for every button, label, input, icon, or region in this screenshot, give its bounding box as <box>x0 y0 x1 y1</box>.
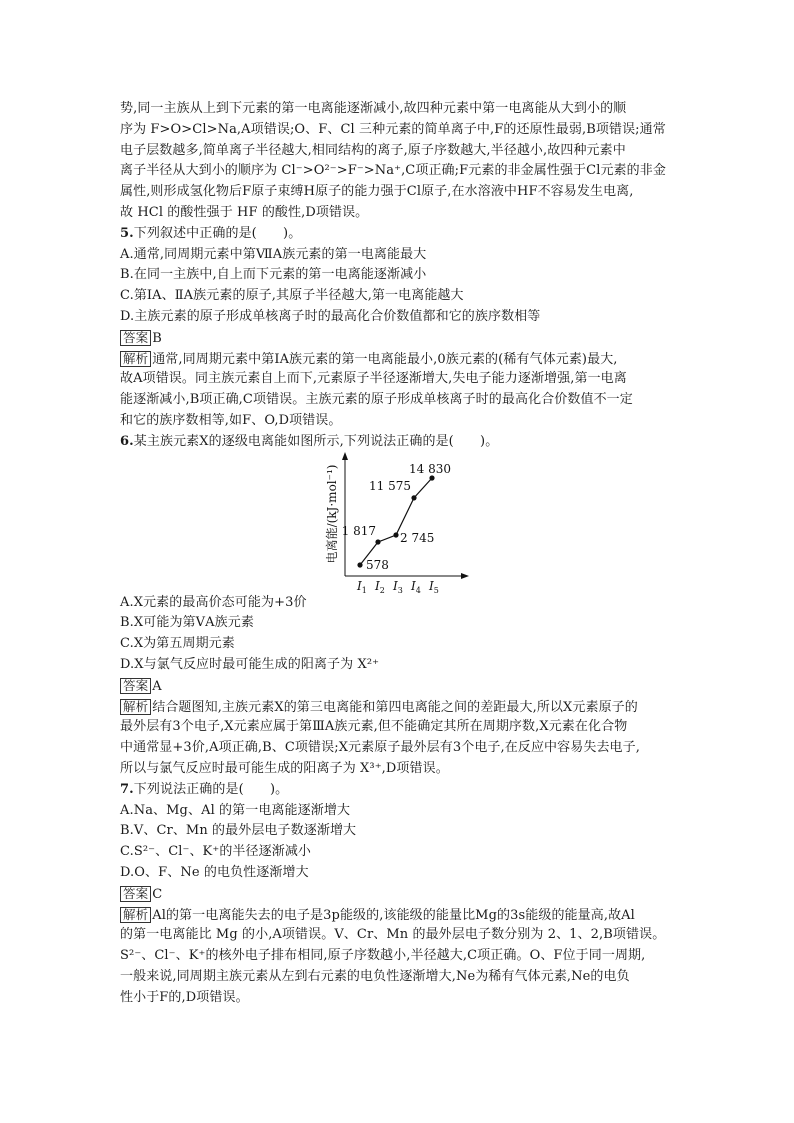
y-axis-label: 电离能/(kJ·mol⁻¹) <box>325 464 339 564</box>
analysis-tag: 解析 <box>120 699 151 715</box>
data-label: 2 745 <box>400 531 435 545</box>
text-line: 性小于F的,D项错误。 <box>120 989 249 1005</box>
text-line: 的第一电离能比 Mg 的小,A项错误。V、Cr、Mn 的最外层电子数分别为 2、1、2,B项错误。 <box>120 927 666 943</box>
answer-line <box>120 886 162 903</box>
data-point <box>393 532 398 537</box>
question-text: 下列叙述中正确的是( )。 <box>133 225 302 241</box>
line-text: A <box>152 678 162 694</box>
line-text: C <box>152 886 163 902</box>
text-line: 电子层数越多,简单离子半径越大,相同结构的离子,原子序数越大,半径越小,故四种元素中 <box>120 142 626 158</box>
data-label: 1 817 <box>341 524 376 538</box>
x-tick-label: $I_4$ <box>411 579 421 595</box>
text-line: S²⁻、Cl⁻、K⁺的核外电子排布相同,原子序数越小,半径越大,C项正确。O、F位于同一周期, <box>120 948 646 964</box>
question-number: 5. <box>120 225 134 241</box>
data-label: 11 575 <box>369 478 411 493</box>
line-text: Al的第一电离能失去的电子是3p能级的,该能级的能量比Mg的3s能级的能量高,故Al <box>152 907 635 923</box>
y-axis-arrow <box>342 452 348 460</box>
data-label: 578 <box>366 558 389 572</box>
text-line: C.S²⁻、Cl⁻、K⁺的半径逐渐减小 <box>120 844 312 860</box>
text-line: D.主族元素的原子形成单核离子时的最高化合价数值都和它的族序数相等 <box>120 309 541 324</box>
text-line: B.X可能为第ⅤA族元素 <box>120 615 254 631</box>
text-line: 故A项错误。同主族元素自上而下,元素原子半径逐渐增大,失电子能力逐渐增强,第一电离 <box>120 371 627 387</box>
question-text: 某主族元素X的逐级电离能如图所示,下列说法正确的是( )。 <box>133 433 499 449</box>
text-line: B.在同一主族中,自上而下元素的第一电离能逐渐减小 <box>120 267 427 283</box>
question-number: 6. <box>120 433 134 449</box>
question-text: 下列说法正确的是( )。 <box>133 781 289 797</box>
text-line: 序为 F>O>Cl>Na,A项错误;O、F、Cl 三种元素的简单离子中,F的还原性最弱,B项错误;通常 <box>120 121 666 137</box>
text-line: A.Na、Mg、Al 的第一电离能逐渐增大 <box>120 802 351 818</box>
text-line: 离子半径从大到小的顺序为 Cl⁻>O²⁻>F⁻>Na⁺,C项正确;F元素的非金属性强于Cl元素的非金 <box>120 163 666 179</box>
line-text: 结合题图知,主族元素X的第三电离能和第四电离能之间的差距最大,所以X元素原子的 <box>152 699 638 715</box>
text-line: 势,同一主族从上到下元素的第一电离能逐渐减小,故四种元素中第一电离能从大到小的顺 <box>120 101 627 116</box>
analysis-line <box>120 351 618 368</box>
x-tick-label: $I_3$ <box>393 579 403 595</box>
data-point <box>375 539 380 544</box>
text-line: 属性,则形成氢化物后F原子束缚H原子的能力强于Cl原子,在水溶液中HF不容易发生电离, <box>120 184 634 200</box>
answer-tag: 答案 <box>120 330 151 346</box>
text-line: A.通常,同周期元素中第ⅦA族元素的第一电离能最大 <box>120 246 427 262</box>
analysis-tag: 解析 <box>120 907 151 923</box>
text-line: 能逐渐减小,B项正确,C项错误。主族元素的原子形成单核离子时的最高化合价数值不一定 <box>120 392 633 408</box>
text-line: 所以与氯气反应时最可能生成的阳离子为 X³⁺,D项错误。 <box>120 761 449 776</box>
text-line: 最外层有3个电子,X元素应属于第ⅢA族元素,但不能确定其所在周期序数,X元素在化合物 <box>120 719 628 735</box>
text-line: 故 HCl 的酸性强于 HF 的酸性,D项错误。 <box>120 205 369 220</box>
text-line: C.第ⅠA、ⅡA族元素的原子,其原子半径越大,第一电离能越大 <box>120 288 464 304</box>
text-line: D.X与氯气反应时最可能生成的阳离子为 X²⁺ <box>120 657 380 672</box>
x-axis-arrow <box>461 573 469 579</box>
answer-line <box>120 330 162 347</box>
text-line: 中通常显+3价,A项正确,B、C项错误;X元素原子最外层有3个电子,在反应中容易失去电子, <box>120 740 640 756</box>
analysis-line <box>120 907 635 924</box>
analysis-line <box>120 699 638 716</box>
question-stem <box>120 782 288 798</box>
analysis-tag: 解析 <box>120 351 151 367</box>
data-label: 14 830 <box>409 462 451 476</box>
text-line: A.X元素的最高价态可能为+3价 <box>120 594 307 610</box>
ionization-energy-chart <box>318 448 488 598</box>
question-number: 7. <box>120 781 134 797</box>
x-tick-label: $I_5$ <box>429 579 439 595</box>
answer-tag: 答案 <box>120 678 151 694</box>
text-line: C.X为第五周期元素 <box>120 636 235 652</box>
line-text: B <box>152 330 162 346</box>
question-stem <box>120 226 301 242</box>
answer-line <box>120 678 162 695</box>
x-tick-label: $I_1$ <box>357 579 367 595</box>
data-point <box>429 475 434 480</box>
answer-tag: 答案 <box>120 886 151 902</box>
data-point <box>357 562 362 567</box>
text-line: 一般来说,同周期主族元素从左到右元素的电负性逐渐增大,Ne为稀有气体元素,Ne的电负 <box>120 969 630 984</box>
text-line: B.V、Cr、Mn 的最外层电子数逐渐增大 <box>120 823 357 839</box>
x-tick-label: $I_2$ <box>375 579 385 595</box>
data-point <box>411 495 416 500</box>
text-line: D.O、F、Ne 的电负性逐渐增大 <box>120 865 309 880</box>
line-text: 通常,同周期元素中第ⅠA族元素的第一电离能最小,0族元素的(稀有气体元素)最大, <box>152 351 618 367</box>
text-line: 和它的族序数相等,如F、O,D项错误。 <box>120 413 342 428</box>
